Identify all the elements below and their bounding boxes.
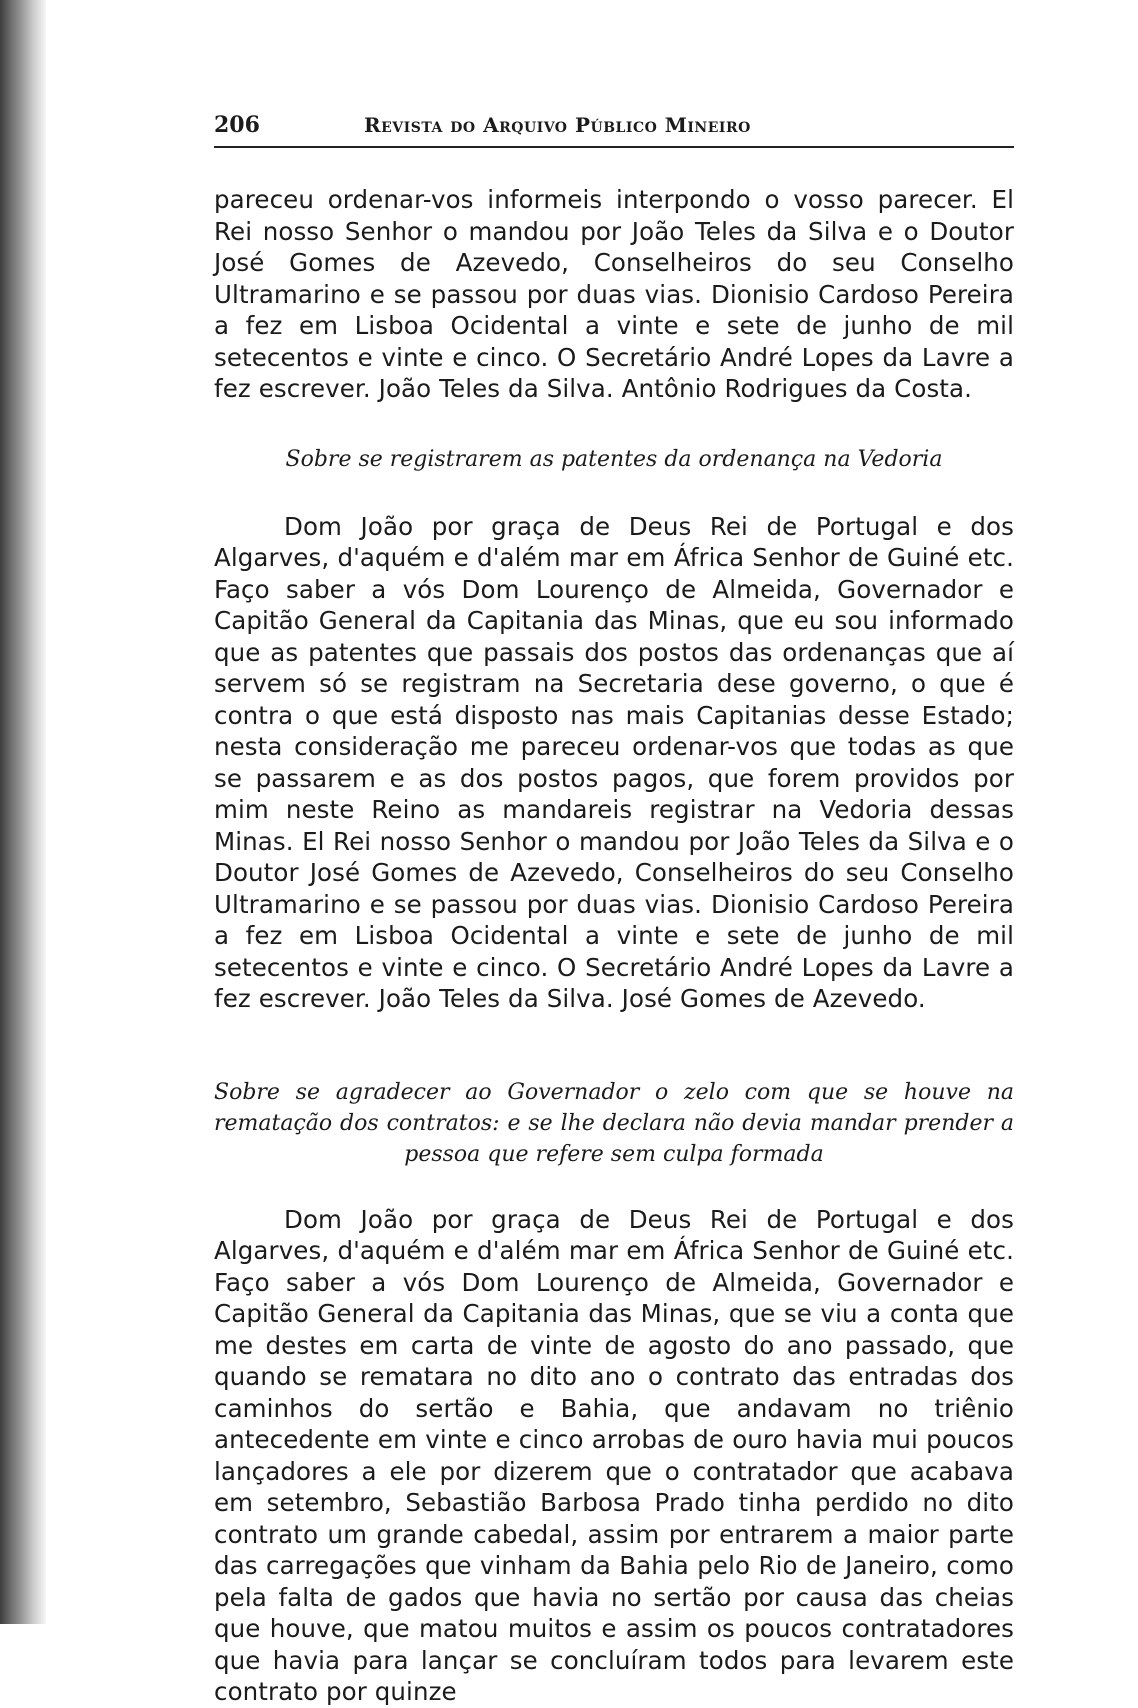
paragraph-continuation: pareceu ordenar-vos informeis interpondo o vosso parecer. El Rei nosso Senhor o mandou por João Teles da Silva e o Doutor José Gomes de Azevedo, Conselheiros do seu Conselho Ultramarino e se passou por duas vias. Dionisio Cardoso Pereira a fez em Lisboa Ocidental a vinte e sete de junho de mil setecentos e vinte e cinco. O Secretário André Lopes da Lavre a fez escrever. João Teles da Silva. Antônio Rodrigues da Costa. — [214, 185, 1014, 403]
paragraph-ordenanca: Dom João por graça de Deus Rei de Portugal e dos Algarves, d'aquém e d'além mar em África Senhor de Guiné etc. Faço saber a vós Dom Lourenço de Almeida, Governador e Capitão General da Capitania das Minas, que eu sou informado que as patentes que passais dos postos das ordenanças que aí servem só se registram na Secretaria dese governo, o que é contra o que está disposto nas mais Capitanias desse Estado; nesta consideração me pareceu ordenar-vos que todas as que se passarem e as dos postos pagos, que forem providos por mim neste Reino as mandareis registrar na Vedoria dessas Minas. El Rei nosso Senhor o mandou por João Teles da Silva e o Doutor José Gomes de Azevedo, Conselheiros do seu Conselho Ultramarino e se passou por duas vias. Dionisio Cardoso Pereira a fez em Lisboa Ocidental a vinte e sete de junho de mil setecentos e vinte e cinco. O Secretário André Lopes da Lavre a fez escrever. João Teles da Silva. José Gomes de Azevedo. — [214, 511, 1014, 1013]
document-page — [214, 112, 1014, 1708]
section-title-ordenanca: Sobre se registrarem as patentes da ordenança na Vedoria — [285, 446, 943, 472]
section-title-contratos: Sobre se agradecer ao Governador o zelo com que se houve na rematação dos contratos: e se lhe declara não devia mandar prender a pessoa que refere sem culpa formada — [214, 1079, 1014, 1167]
running-head: Revista do Arquivo Público Mineiro — [364, 113, 751, 137]
page-header — [214, 112, 1014, 148]
paragraph-contratos: Dom João por graça de Deus Rei de Portugal e dos Algarves, d'aquém e d'além mar em África Senhor de Guiné etc. Faço saber a vós Dom Lourenço de Almeida, Governador e Capitão General da Capitania das Minas, que se viu a conta que me destes em carta de vinte de agosto do ano passado, que quando se rematara no dito ano o contrato das entradas dos caminhos do sertão e Bahia, que andavam no triênio antecedente em vinte e cinco arrobas de ouro havia mui poucos lançadores a ele por dizerem que o contratador que acabava em setembro, Sebastião Barbosa Prado tinha perdido no dito contrato um grande cabedal, assim por entrarem a maior parte das carregações que vinham da Bahia pelo Rio de Janeiro, como pela falta de gados que havia no sertão por causa das cheias que houve, que matou muitos e assim os poucos contratadores que havia para lançar se concluíram todos para levarem este contrato por quinze — [214, 1204, 1014, 1706]
page-number: 206 — [214, 112, 260, 138]
book-binding-shadow — [0, 0, 46, 1624]
